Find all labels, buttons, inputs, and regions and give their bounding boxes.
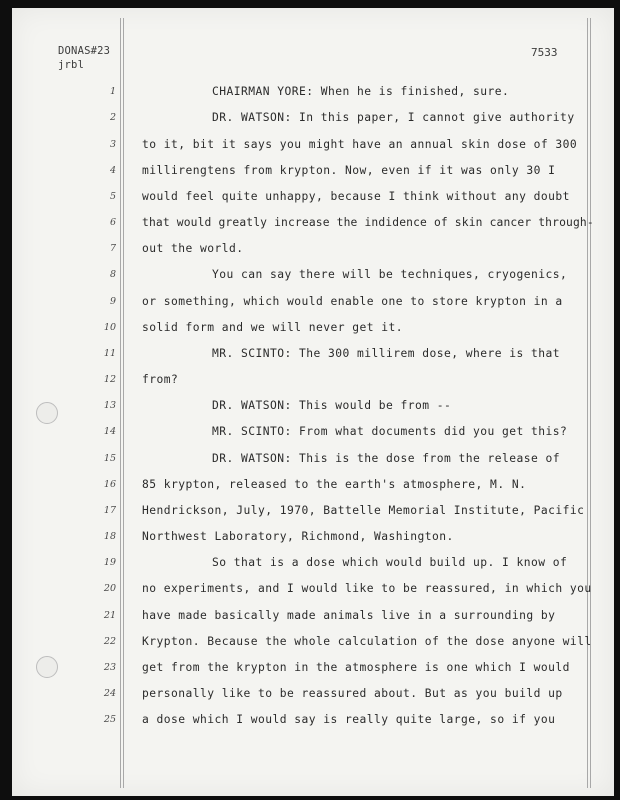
- line-number: 3: [109, 139, 116, 150]
- page-number: 7533: [531, 46, 558, 59]
- left-margin-rule-inner: [123, 18, 124, 788]
- transcript-line: MR. SCINTO: From what documents did you get this?: [212, 425, 568, 438]
- line-number: 21: [103, 610, 116, 621]
- transcript-line: get from the krypton in the atmosphere is one which I would: [142, 661, 570, 674]
- transcript-line: MR. SCINTO: The 300 millirem dose, where is that: [212, 347, 561, 360]
- transcript-line: DR. WATSON: This is the dose from the release of: [212, 452, 561, 465]
- line-number: 18: [103, 531, 116, 542]
- line-number: 5: [109, 191, 116, 202]
- line-number: 2: [109, 112, 116, 123]
- line-number: 1: [109, 86, 116, 97]
- transcript-line: solid form and we will never get it.: [142, 321, 404, 334]
- line-number: 8: [109, 269, 116, 280]
- transcript-line: that would greatly increase the indidence of skin cancer through-: [142, 216, 594, 229]
- transcript-line: would feel quite unhappy, because I think without any doubt: [142, 190, 570, 203]
- line-number: 4: [109, 165, 116, 176]
- transcript-line: Krypton. Because the whole calculation of the dose anyone will: [142, 635, 592, 648]
- transcript-line: Hendrickson, July, 1970, Battelle Memorial Institute, Pacific: [142, 504, 585, 517]
- transcript-line: no experiments, and I would like to be reassured, in which you: [142, 582, 592, 595]
- line-number: 20: [103, 583, 116, 594]
- line-number: 9: [109, 296, 116, 307]
- line-number: 6: [109, 217, 116, 228]
- line-number: 13: [103, 400, 116, 411]
- transcript-line: CHAIRMAN YORE: When he is finished, sure.: [212, 85, 510, 98]
- transcript-line: millirengtens from krypton. Now, even if it was only 30 I: [142, 164, 556, 177]
- transcript-line: DR. WATSON: This would be from --: [212, 399, 452, 412]
- line-number: 17: [103, 505, 116, 516]
- line-number: 7: [109, 243, 116, 254]
- right-margin-rule: [587, 18, 588, 788]
- right-margin-rule-inner: [590, 18, 591, 788]
- line-number: 23: [103, 662, 116, 673]
- line-number: 16: [103, 479, 116, 490]
- transcript-line: So that is a dose which would build up. I know of: [212, 556, 568, 569]
- line-number: 24: [103, 688, 116, 699]
- line-number: 10: [103, 322, 116, 333]
- transcript-line: DR. WATSON: In this paper, I cannot give authority: [212, 111, 575, 124]
- line-number: 19: [103, 557, 116, 568]
- punch-hole-upper: [36, 402, 58, 424]
- line-number: 12: [103, 374, 116, 385]
- reporter-code-line1: DONAS#23: [58, 45, 111, 57]
- transcript-line: from?: [142, 373, 179, 386]
- line-number: 25: [103, 714, 116, 725]
- transcript-line: out the world.: [142, 242, 244, 255]
- transcript-line: have made basically made animals live in a surrounding by: [142, 609, 556, 622]
- line-number: 14: [103, 426, 116, 437]
- reporter-code: [58, 44, 110, 72]
- transcript-line: Northwest Laboratory, Richmond, Washington.: [142, 530, 454, 543]
- transcript-line: personally like to be reassured about. But as you build up: [142, 687, 563, 700]
- transcript-line: a dose which I would say is really quite large, so if you: [142, 713, 556, 726]
- left-margin-rule: [120, 18, 121, 788]
- line-number: 15: [103, 453, 116, 464]
- line-number: 22: [103, 636, 116, 647]
- line-number: 11: [103, 348, 116, 359]
- reporter-code-line2: jrbl: [58, 59, 85, 71]
- transcript-line: or something, which would enable one to store krypton in a: [142, 295, 563, 308]
- transcript-line: to it, bit it says you might have an annual skin dose of 300: [142, 138, 578, 151]
- punch-hole-lower: [36, 656, 58, 678]
- transcript-line: You can say there will be techniques, cryogenics,: [212, 268, 568, 281]
- transcript-line: 85 krypton, released to the earth's atmosphere, M. N.: [142, 478, 527, 491]
